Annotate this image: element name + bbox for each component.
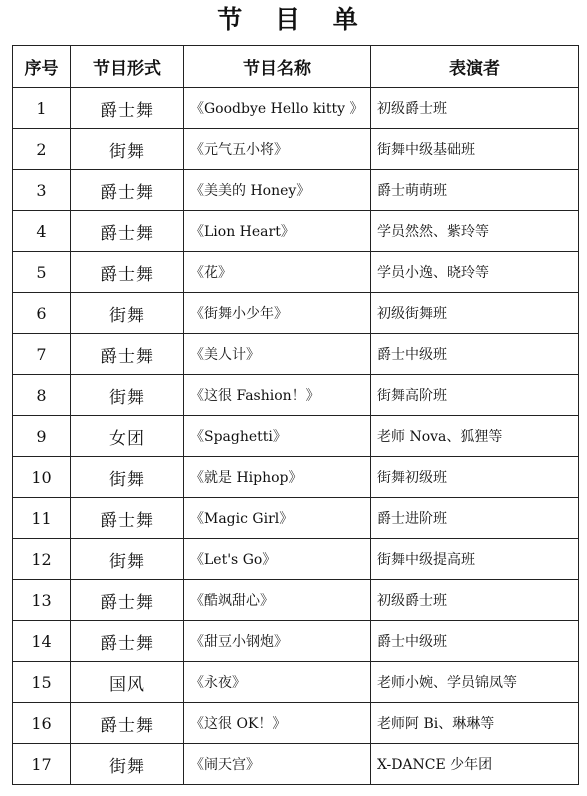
table-row	[13, 211, 579, 252]
table-row	[13, 457, 579, 498]
row-number: 11	[13, 498, 71, 539]
row-number: 17	[13, 744, 71, 785]
program-name: 《永夜》	[184, 662, 371, 703]
row-number: 10	[13, 457, 71, 498]
program-form: 爵士舞	[71, 621, 184, 662]
table-row	[13, 293, 579, 334]
table-row	[13, 252, 579, 293]
program-form: 爵士舞	[71, 211, 184, 252]
performer: 街舞中级提高班	[371, 539, 579, 580]
table-row	[13, 703, 579, 744]
program-name: 《Lion Heart》	[184, 211, 371, 252]
performer: 初级爵士班	[371, 88, 579, 129]
row-number: 13	[13, 580, 71, 621]
program-name: 《这很 OK！》	[184, 703, 371, 744]
program-table	[12, 45, 579, 785]
program-name: 《美美的 Honey》	[184, 170, 371, 211]
program-form: 街舞	[71, 129, 184, 170]
performer: 街舞中级基础班	[371, 129, 579, 170]
performer: 爵士萌萌班	[371, 170, 579, 211]
row-number: 2	[13, 129, 71, 170]
performer: 爵士中级班	[371, 621, 579, 662]
row-number: 15	[13, 662, 71, 703]
performer: X-DANCE 少年团	[371, 744, 579, 785]
row-number: 7	[13, 334, 71, 375]
program-name: 《Magic Girl》	[184, 498, 371, 539]
program-form: 爵士舞	[71, 170, 184, 211]
table-row	[13, 416, 579, 457]
performer: 初级街舞班	[371, 293, 579, 334]
table-row	[13, 129, 579, 170]
performer: 初级爵士班	[371, 580, 579, 621]
program-form: 街舞	[71, 375, 184, 416]
table-row	[13, 621, 579, 662]
program-form: 爵士舞	[71, 580, 184, 621]
program-form: 街舞	[71, 539, 184, 580]
table-row	[13, 744, 579, 785]
table-row	[13, 88, 579, 129]
performer: 爵士进阶班	[371, 498, 579, 539]
table-row	[13, 539, 579, 580]
row-number: 8	[13, 375, 71, 416]
table-row	[13, 375, 579, 416]
program-name: 《Goodbye Hello kitty 》	[184, 88, 371, 129]
program-form: 女团	[71, 416, 184, 457]
program-name: 《酷飒甜心》	[184, 580, 371, 621]
performer: 学员小逸、晓玲等	[371, 252, 579, 293]
row-number: 4	[13, 211, 71, 252]
header-name: 节目名称	[184, 46, 371, 88]
program-form: 爵士舞	[71, 252, 184, 293]
header-performer: 表演者	[371, 46, 579, 88]
program-form: 爵士舞	[71, 88, 184, 129]
page-title: 节 目 单	[217, 5, 370, 34]
row-number: 16	[13, 703, 71, 744]
table-row	[13, 580, 579, 621]
table-row	[13, 498, 579, 539]
program-form: 街舞	[71, 457, 184, 498]
program-form: 街舞	[71, 293, 184, 334]
program-form: 爵士舞	[71, 703, 184, 744]
program-form: 街舞	[71, 744, 184, 785]
program-name: 《Spaghetti》	[184, 416, 371, 457]
program-name: 《花》	[184, 252, 371, 293]
row-number: 3	[13, 170, 71, 211]
table-row	[13, 334, 579, 375]
performer: 老师小婉、学员锦凤等	[371, 662, 579, 703]
row-number: 6	[13, 293, 71, 334]
program-name: 《闹天宫》	[184, 744, 371, 785]
table-row	[13, 662, 579, 703]
program-form: 国风	[71, 662, 184, 703]
program-name: 《Let's Go》	[184, 539, 371, 580]
performer: 街舞高阶班	[371, 375, 579, 416]
program-form: 爵士舞	[71, 498, 184, 539]
program-form: 爵士舞	[71, 334, 184, 375]
header-row	[13, 46, 579, 88]
performer: 爵士中级班	[371, 334, 579, 375]
performer: 街舞初级班	[371, 457, 579, 498]
program-name: 《甜豆小钢炮》	[184, 621, 371, 662]
row-number: 1	[13, 88, 71, 129]
row-number: 12	[13, 539, 71, 580]
performer: 老师阿 Bi、琳琳等	[371, 703, 579, 744]
table-body	[13, 88, 579, 785]
row-number: 9	[13, 416, 71, 457]
program-name: 《街舞小少年》	[184, 293, 371, 334]
row-number: 14	[13, 621, 71, 662]
table-header	[13, 46, 579, 88]
program-name: 《这很 Fashion！》	[184, 375, 371, 416]
row-number: 5	[13, 252, 71, 293]
header-form: 节目形式	[71, 46, 184, 88]
program-name: 《就是 Hiphop》	[184, 457, 371, 498]
performer: 老师 Nova、狐狸等	[371, 416, 579, 457]
program-name: 《元气五小将》	[184, 129, 371, 170]
header-number: 序号	[13, 46, 71, 88]
table-row	[13, 170, 579, 211]
program-name: 《美人计》	[184, 334, 371, 375]
performer: 学员然然、紫玲等	[371, 211, 579, 252]
